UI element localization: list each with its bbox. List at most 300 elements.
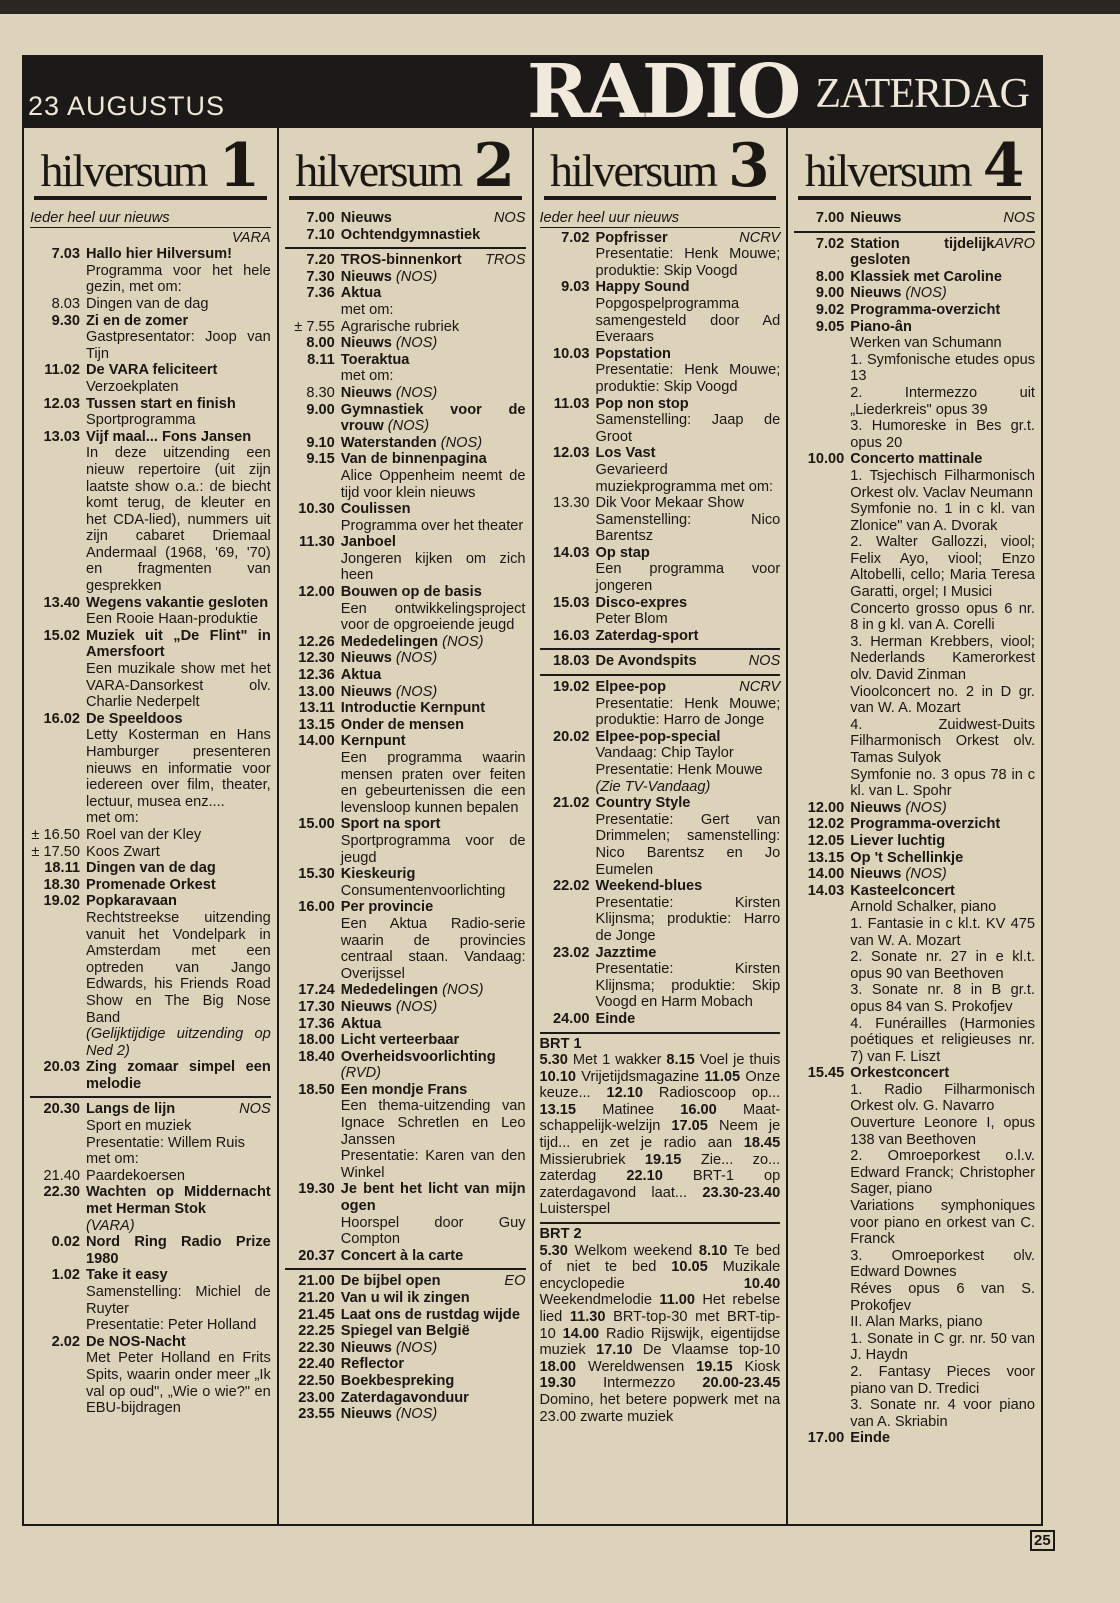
program-description: 1. Radio Filharmonisch Orkest olv. G. Navarro [850,1081,1035,1115]
program-time: 7.02 [815,235,845,252]
program-title: Nieuws [340,1406,392,1423]
program-entry [30,1334,271,1417]
broadcaster-label: EO [504,1273,526,1290]
program-time: 11.02 [44,362,80,379]
brt-program: Intermezzo [603,1375,676,1392]
program-entry [540,628,781,645]
column-header [544,128,777,200]
program-entry [285,385,526,402]
program-title: Kieskeurig [340,866,416,883]
program-body [341,1273,526,1290]
program-body [86,1234,271,1267]
program-entry [285,1373,526,1390]
program-body [850,451,1035,799]
program-body [341,352,526,385]
program-entry [540,878,781,944]
program-time: 22.30 [298,1339,335,1356]
brt-program: Met 1 wakker [572,1052,662,1069]
program-time: 22.50 [298,1372,335,1389]
program-entry [285,1406,526,1423]
program-time: 12.03 [43,395,80,412]
program-title: Licht verteerbaar [340,1032,460,1049]
program-title: Country Style [595,795,691,812]
brt-program: Radio Rijswijk, eigentijdse muziek [539,1325,781,1359]
program-body [596,445,781,495]
program-note: (NOS) [395,268,438,285]
program-body [850,236,1035,269]
program-list [30,210,271,1417]
program-time: 22.02 [552,878,590,895]
program-title: Wachten op Middernacht met Herman Stok [86,1184,271,1218]
program-title: Nieuws [340,335,392,352]
program-body [341,700,526,717]
program-body [86,246,271,296]
program-description: Symfonie no. 1 in c kl. van Zlonice" van A. Dvorak [850,501,1035,534]
program-title: Wegens vakantie gesloten [86,594,269,611]
program-time: 10.30 [298,501,335,518]
date-label: 23 AUGUSTUS [28,91,226,121]
program-body [341,1082,526,1182]
program-body [596,945,781,1011]
program-body [341,1016,526,1033]
program-description: Alice Oppenheim neemt de tijd voor klein nieuws [340,467,526,501]
program-description: Programma over het theater [340,517,524,534]
program-description: 3. Humoreske in Bes gr.t. opus 20 [850,418,1035,451]
program-note: (NOS) [395,335,438,352]
program-body [596,495,781,545]
program-time: 13.30 [552,495,590,512]
station-column-4 [788,128,1041,1524]
program-title: Per provincie [340,899,434,916]
brt-title: BRT 1 [539,1035,582,1052]
program-entry [540,945,781,1011]
program-time: 8.03 [51,295,80,312]
program-time: 10.03 [552,345,590,362]
program-time: 12.00 [807,799,845,816]
broadcaster-label: TROS [484,252,526,269]
program-time: 2.02 [51,1333,80,1350]
program-body [86,296,271,313]
program-body [341,634,526,651]
program-time: 13.00 [298,683,335,700]
program-entry [540,445,781,495]
brt-time: 19.15 [644,1151,682,1168]
program-list [794,210,1035,1447]
program-body [341,319,526,336]
program-description: Presentatie: Kirsten Klijnsma; produktie: Skip Voogd en Harm Mobach [595,961,781,1011]
brt-program: Zie... zo... zaterdag [539,1151,781,1185]
program-title: Aktua [340,1015,382,1032]
program-body [596,595,781,628]
program-entry [285,1082,526,1182]
broadcaster-label: AVRO [994,235,1035,252]
program-entry [540,653,781,670]
program-body [341,584,526,634]
program-title: Aktua [340,667,382,684]
program-description: II. Alan Marks, piano [850,1314,983,1331]
program-time: 21.40 [43,1167,80,1184]
program-entry [794,850,1035,867]
program-title: Liever luchtig [850,832,946,849]
program-title: Elpee-pop [595,679,667,696]
program-body [341,1390,526,1407]
program-body [850,816,1035,833]
program-entry [285,402,526,435]
program-body [341,269,526,286]
program-title: Programma-overzicht [850,301,1001,318]
program-title: Zi en de zomer [86,312,189,329]
program-time: 10.00 [807,451,845,468]
program-entry [285,667,526,684]
program-description: Symfonie no. 3 opus 78 in c kl. van L. Spohr [850,766,1035,800]
brt-time: 5.30 [539,1242,568,1259]
program-note: (NOS) [395,1406,438,1423]
program-time: 8.30 [306,384,335,401]
program-title: Nieuws [340,210,392,226]
program-time: 12.02 [807,816,845,833]
program-description: 3. Omroeporkest olv. Edward Downes [850,1247,1035,1281]
program-description: Samenstelling: Jaap de Groot [595,412,781,445]
program-body [596,679,781,729]
program-title: Een mondje Frans [340,1081,468,1098]
column-header [34,128,267,200]
program-body [341,1181,526,1247]
program-title: Zaterdag-sport [595,627,699,644]
station-number: 2 [473,131,515,201]
program-description: Consumentenvoorlichting [340,882,506,899]
program-body [341,1323,526,1340]
program-description: 2. Omroeporkest o.l.v. Edward Franck; Christopher Sager, piano [850,1148,1035,1198]
program-entry [285,335,526,352]
program-title: Popkaravaan [86,893,177,910]
brt-time: 19.15 [696,1358,733,1375]
station-column-2 [279,128,534,1524]
program-body [341,667,526,684]
program-title: Ochtendgymnastiek [340,226,481,243]
program-entry [285,1049,526,1082]
program-entry [285,1323,526,1340]
program-body [341,285,526,318]
program-time: 22.25 [298,1323,335,1340]
program-title: Nieuws [850,799,902,816]
day-label: ZATERDAG [815,71,1029,117]
program-time: 9.03 [561,279,590,296]
station-number: 4 [982,131,1025,201]
program-title: Boekbespreking [340,1372,455,1389]
program-description: Ouverture Leonore I, opus 138 van Beethoven [850,1115,1035,1148]
station-name: hilversum [804,145,971,196]
program-title: Laat ons de rustdag wijde [340,1306,520,1323]
program-entry [285,501,526,534]
program-description: Gevarieerd muziekprogramma met om: [595,461,774,495]
program-description: Gastpresentator: Joop van Tijn [86,329,271,362]
program-description: Vioolconcert no. 2 in D gr. van W. A. Mozart [850,683,1035,717]
program-body [850,883,1035,1066]
program-entry [794,319,1035,452]
program-description: Presentatie: Willem Ruis [86,1134,245,1151]
program-time: 7.02 [561,229,590,246]
program-description: Een ontwikkelingsproject voor de opgroeiende jeugd [340,600,526,634]
program-entry [540,495,781,545]
program-time: 9.05 [815,318,845,335]
program-entry [30,429,271,595]
program-body [86,844,271,861]
program-entry [540,679,781,729]
program-list [540,210,781,1425]
brt-time: 11.30 [569,1309,606,1325]
program-entry [30,595,271,628]
program-entry [285,1307,526,1324]
divider [794,231,1035,233]
program-title: Nieuws [340,268,392,285]
program-time: 22.30 [43,1184,80,1201]
program-body [86,860,271,877]
program-body [341,816,526,866]
program-title: Station tijdelijk gesloten [850,235,995,269]
program-body [86,1059,271,1092]
program-time: 12.03 [552,445,590,462]
program-title: Pop non stop [595,395,689,412]
program-title: Take it easy [86,1267,168,1284]
program-title: Vijf maal... Fons Jansen [86,428,252,445]
program-note: (NOS) [395,384,438,401]
program-title: Jazztime [595,944,657,961]
brt-time: 5.30 [539,1052,568,1069]
program-description: 1. Sonate in C gr. nr. 50 van J. Haydn [850,1330,1035,1364]
program-entry [794,236,1035,269]
program-entry [540,1011,781,1028]
program-entry [285,1248,526,1265]
program-entry [540,729,781,795]
brt-time: 17.05 [671,1118,708,1135]
program-entry [285,319,526,336]
program-description: Hoorspel door Guy Compton [340,1214,526,1248]
program-entry [540,545,781,595]
program-entry [285,733,526,816]
program-description: Sportprogramma voor de jeugd [340,832,526,866]
brt-time: 11.05 [704,1068,741,1085]
program-title: Mededelingen [340,633,439,650]
program-entry [285,866,526,899]
program-title: De Avondspits [595,653,697,670]
program-entry [540,346,781,396]
program-body [341,1049,526,1082]
program-entry [30,844,271,861]
program-body [850,866,1035,883]
program-title: Popstation [595,345,671,362]
program-time: 12.26 [298,633,335,650]
program-entry [285,1340,526,1357]
program-time: 8.11 [307,351,335,368]
program-description: Rechtstreekse uitzending vanuit het Vondelpark in Amsterdam met een optreden van Jango Edwards, his Friends Road Show en The Big Nose Band [86,909,271,1026]
program-description: met om: [340,301,394,318]
program-time: 0.02 [51,1234,80,1251]
program-time: 20.30 [43,1101,80,1118]
program-entry [285,1273,526,1290]
program-time: 9.10 [306,434,335,451]
program-title: Programma-overzicht [850,816,1001,833]
program-title: Spiegel van België [340,1323,470,1340]
program-description: Popgospelprogramma samengesteld door Ad Everaars [595,295,781,346]
program-time: 19.30 [298,1181,335,1198]
program-entry [30,296,271,313]
program-title: De NOS-Nacht [86,1333,186,1350]
program-time: 16.03 [552,627,590,644]
program-entry [30,1184,271,1234]
program-title: Popfrisser [595,229,668,246]
brt-time: 8.10 [698,1242,728,1259]
brt-program: Wereldwensen [587,1358,685,1375]
program-entry [794,816,1035,833]
program-note: (NOS) [395,998,438,1015]
program-entry [285,1390,526,1407]
brt-program: Vrijetijdsmagazine [581,1068,700,1085]
program-description: 2. Walter Gallozzi, viool; Felix Ayo, viool; Enzo Altobelli, cello; Maria Teresa Garatti, orgel; I Musici [850,534,1035,601]
station-column-3 [534,128,789,1524]
program-body [341,1406,526,1423]
program-body [341,451,526,501]
program-time: 9.15 [306,451,335,468]
program-body [86,827,271,844]
brt-program: Maat-schappelijk-welzijn [539,1101,781,1135]
program-title: Op stap [595,544,650,561]
program-title: Zing zomaar simpel een melodie [86,1059,271,1092]
scan-edge [0,0,1120,14]
page-number: 25 [1030,1530,1055,1551]
program-body [850,800,1035,817]
program-entry [285,999,526,1016]
brt-program: Voel je thuis [699,1052,781,1069]
program-time: 14.00 [298,733,335,750]
program-entry [285,1016,526,1033]
program-entry [285,435,526,452]
program-entry [30,1168,271,1185]
program-entry [30,362,271,395]
program-note: (NOS) [442,633,484,650]
program-time: 23.02 [552,944,590,961]
broadcaster-label: NOS [1003,210,1035,226]
program-entry [794,833,1035,850]
program-time: 8.00 [815,268,845,285]
program-description: Jongeren kijken om zich heen [340,550,526,584]
program-description: Samenstelling: Nico Barentsz [595,511,781,545]
program-remark: (Zie TV-Vandaag) [595,778,711,795]
program-time: 15.30 [298,866,335,883]
program-time: 17.36 [298,1015,335,1032]
program-time: 20.37 [298,1247,335,1264]
program-title: Kernpunt [340,733,406,750]
program-entry [30,246,271,296]
brt-schedule [540,1032,781,1219]
program-description: 2. Fantasy Pieces voor piano van D. Tredici [850,1363,1035,1397]
program-description: 3. Sonate nr. 4 voor piano van A. Skriabin [850,1397,1035,1430]
program-time: 17.24 [298,982,335,999]
program-entry [285,210,526,227]
program-time: 11.03 [553,395,590,412]
program-time: 14.00 [807,866,845,883]
brt-program: De Vlaamse top-10 [642,1342,781,1359]
program-entry [285,227,526,244]
program-time: 13.15 [807,849,845,866]
program-entry [794,285,1035,302]
program-entry [285,1356,526,1373]
brt-program: Kiosk [744,1358,781,1375]
program-time: 7.36 [306,285,335,302]
program-title: Promenade Orkest [86,876,216,893]
program-entry [540,595,781,628]
program-body [341,1307,526,1324]
program-time: 7.10 [306,226,335,243]
program-description: 4. Funérailles (Harmonies poétiques et religieuses nr. 7) van F. Liszt [850,1015,1035,1065]
station-name: hilversum [550,145,716,196]
program-body [341,733,526,816]
program-title: Muziek uit „De Flint" in Amersfoort [86,627,271,661]
program-description: Een Rooie Haan-produktie [86,611,258,628]
program-entry [285,534,526,584]
program-description: Werken van Schumann [850,335,1002,352]
brt-program: Weekendmelodie [539,1292,652,1309]
program-body [341,899,526,982]
program-body [850,850,1035,867]
program-list [285,210,526,1423]
program-entry [794,210,1035,227]
program-title: Langs de lijn [86,1101,176,1118]
program-body [341,335,526,352]
program-body [341,534,526,584]
program-time: 19.02 [552,679,590,696]
divider [30,1096,271,1098]
column-header [798,128,1031,200]
program-body [86,1334,271,1417]
program-body [596,346,781,396]
program-entry [285,899,526,982]
program-time: 22.40 [298,1356,335,1373]
brt-program: Te bed of niet te bed [539,1242,781,1276]
program-description: Sportprogramma [86,412,196,429]
broadcaster-label: NCRV [739,679,781,696]
program-note: (NOS) [905,866,947,883]
program-title: Reflector [340,1356,405,1373]
program-title: Orkestconcert [850,1065,950,1082]
program-description: Presentatie: Karen van den Winkel [340,1148,526,1181]
divider [285,247,526,249]
program-body [341,1373,526,1390]
program-time: 13.11 [299,700,335,717]
program-entry [30,877,271,894]
column-header [289,128,522,200]
program-title: TROS-binnenkort [340,252,462,269]
program-body [86,362,271,395]
program-body [86,1184,271,1234]
program-title: Tussen start en finish [86,395,236,412]
program-time: 1.02 [51,1267,80,1284]
program-entry [30,1059,271,1092]
program-description: Vandaag: Chip Taylor [595,745,734,762]
brt-program: BRT-1 op zaterdagavond laat... [539,1168,781,1201]
program-body [86,429,271,595]
program-body [86,1168,271,1185]
program-body [341,1290,526,1307]
program-time: 13.15 [298,716,335,733]
program-entry [285,700,526,717]
program-title: Concerto mattinale [850,451,983,468]
program-entry [30,711,271,827]
program-title: Roel van der Kley [86,826,202,843]
program-body [341,402,526,435]
program-body [850,269,1035,286]
program-body [341,1032,526,1049]
program-description: Presentatie: Henk Mouwe; produktie: Skip Voogd [595,246,781,279]
